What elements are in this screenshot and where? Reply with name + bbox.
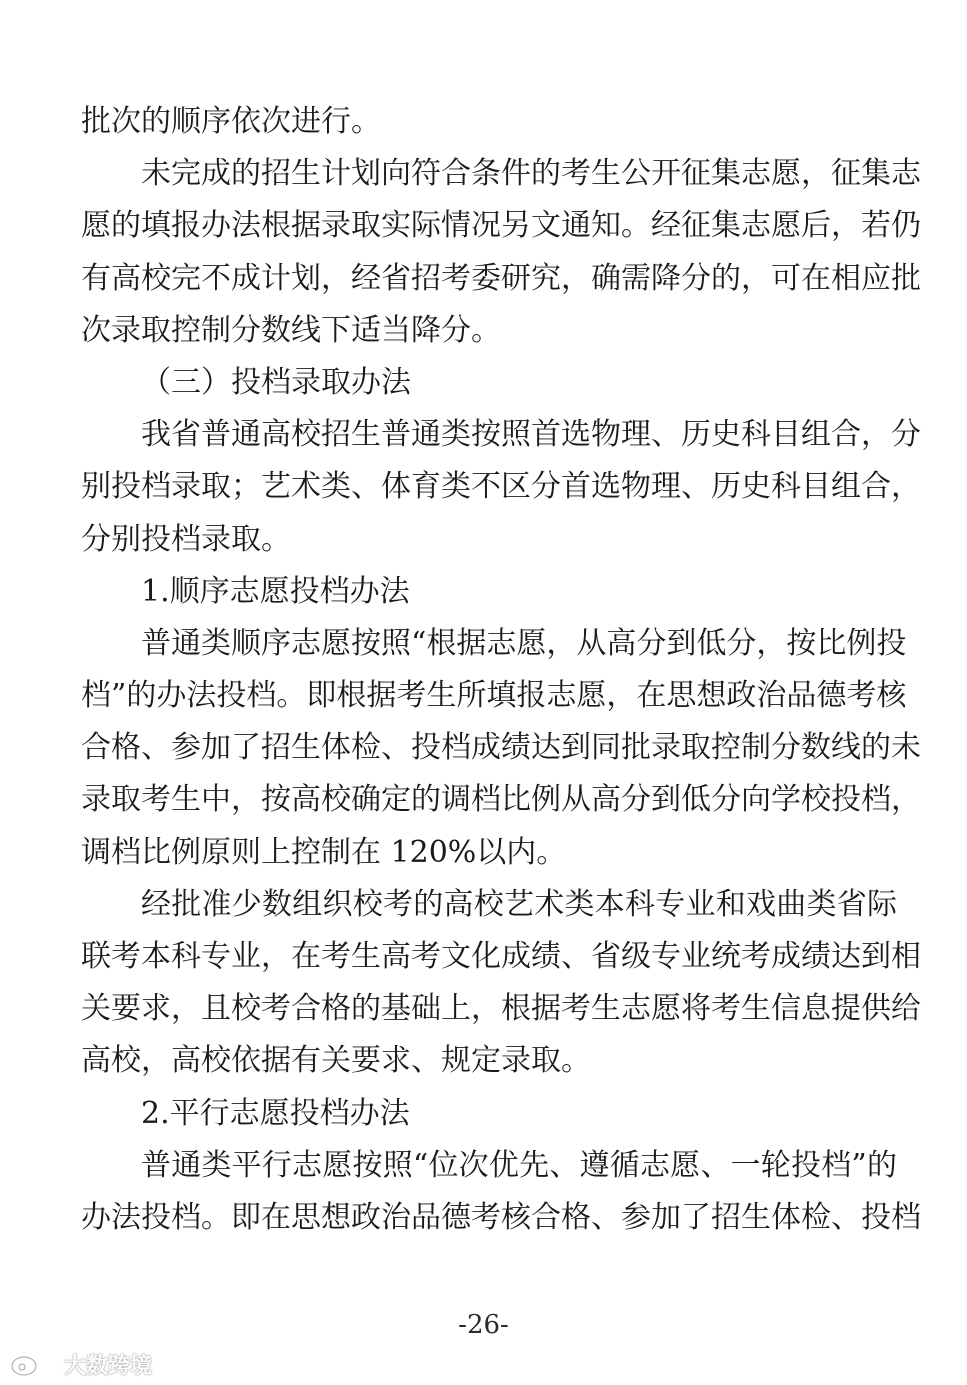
text-line: 别投档录取；艺术类、体育类不区分首选物理、历史科目组合，	[81, 469, 921, 505]
text-line: 合格、参加了招生体检、投档成绩达到同批录取控制分数线的未	[81, 730, 921, 766]
watermark-text: 大数跨境	[64, 1353, 153, 1379]
text-line: 档”的办法投档。即根据考生所填报志愿，在思想政治品德考核	[81, 678, 907, 714]
text-line: 批次的顺序依次进行。	[81, 104, 381, 139]
page-number: -26-	[458, 1310, 509, 1340]
text-line: 录取考生中，按高校确定的调档比例从高分到低分向学校投档，	[81, 782, 921, 818]
text-line: 办法投档。即在思想政治品德考核合格、参加了招生体检、投档	[81, 1199, 921, 1235]
weibo-logo-icon	[10, 1350, 58, 1378]
text-line: 有高校完不成计划，经省招考委研究，确需降分的，可在相应批	[81, 260, 921, 296]
text-line: 未完成的招生计划向符合条件的考生公开征集志愿，征集志	[141, 156, 921, 192]
text-line: 经批准少数组织校考的高校艺术类本科专业和戏曲类省际	[141, 886, 897, 922]
text-line: 联考本科专业，在考生高考文化成绩、省级专业统考成绩达到相	[81, 939, 921, 974]
section-heading: （三）投档录取办法	[141, 364, 411, 400]
text-line: 愿的填报办法根据录取实际情况另文通知。经征集志愿后，若仍	[81, 208, 921, 244]
text-line: 次录取控制分数线下适当降分。	[81, 312, 501, 348]
text-line: 1.顺序志愿投档办法	[141, 573, 410, 609]
text-line: 普通类顺序志愿按照“根据志愿，从高分到低分，按比例投	[141, 625, 907, 661]
text-line: 分别投档录取。	[81, 521, 291, 557]
text-line: 高校，高校依据有关要求、规定录取。	[81, 1043, 591, 1079]
text-line: 关要求，且校考合格的基础上，根据考生志愿将考生信息提供给	[81, 991, 921, 1027]
watermark	[10, 1349, 152, 1379]
text-line: 普通类平行志愿按照“位次优先、遵循志愿、一轮投档”的	[141, 1147, 897, 1183]
text-line: 调档比例原则上控制在 120%以内。	[81, 834, 567, 870]
text-line: 我省普通高校招生普通类按照首选物理、历史科目组合，分	[141, 417, 921, 453]
document-body	[81, 96, 921, 1244]
text-line: 2.平行志愿投档办法	[141, 1095, 410, 1131]
